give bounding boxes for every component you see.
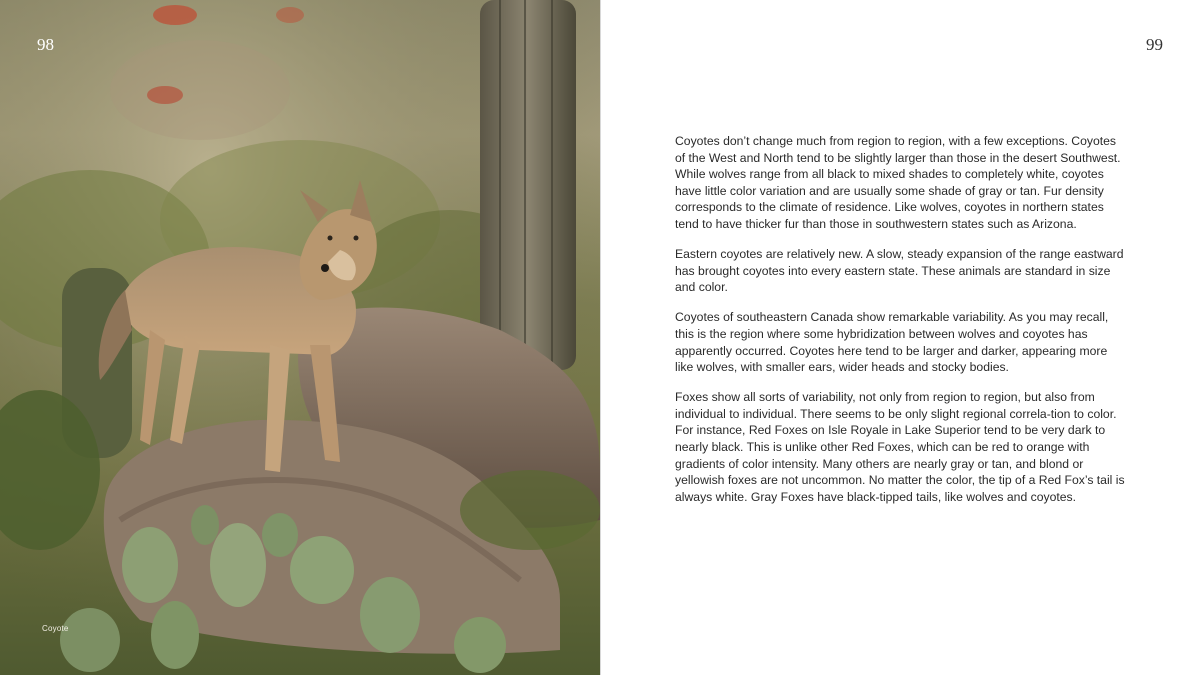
paragraph: Coyotes of southeastern Canada show remarkable variability. As you may recall, this is the region where some hybridization between wolves and coyotes has apparently occurred. Coyotes here tend to be larger and darker, appearing more like wolves, with smaller ears, wider heads and stocky bodies.: [675, 310, 1109, 375]
paragraph: Coyotes don’t change much from region to region, with a few exceptions. Coyotes of the West and North tend to be slightly larger than those in the desert Southwest. While wolves range from all black to mixed shades to completely white, coyotes have little color variation and are usually some shade of gray or tan. Fur density corresponds to the climate of residence. Like wolves, coyotes in northern states tend to have thicker fur than those in southwestern states such as Arizona.: [675, 134, 1121, 231]
photo-caption: Coyote: [42, 624, 69, 633]
page-number-right: 99: [1146, 35, 1163, 54]
paragraph: Foxes show all sorts of variability, not only from region to region, but also from individual to individual. There seems to be only slight regional correla-tion to color. For instance, Red Foxes on Isle Royale in Lake Superior tend to be very dark to nearly black. This is unlike other Red Foxes, which can be red to orange with gradients of color intensity. Many others are nearly gray or tan, and blond or yellowish foxes are not uncommon. No matter the color, the tip of a Red Fox’s tail is always white. Gray Foxes have black-tipped tails, like wolves and coyotes.: [675, 390, 1125, 504]
paragraph: Eastern coyotes are relatively new. A slow, steady expansion of the range eastward has brought coyotes into every eastern state. These animals are standard in size and color.: [675, 247, 1124, 295]
page-number-left: 98: [37, 35, 54, 54]
body-text: [675, 133, 1125, 519]
right-page: [600, 0, 1199, 675]
